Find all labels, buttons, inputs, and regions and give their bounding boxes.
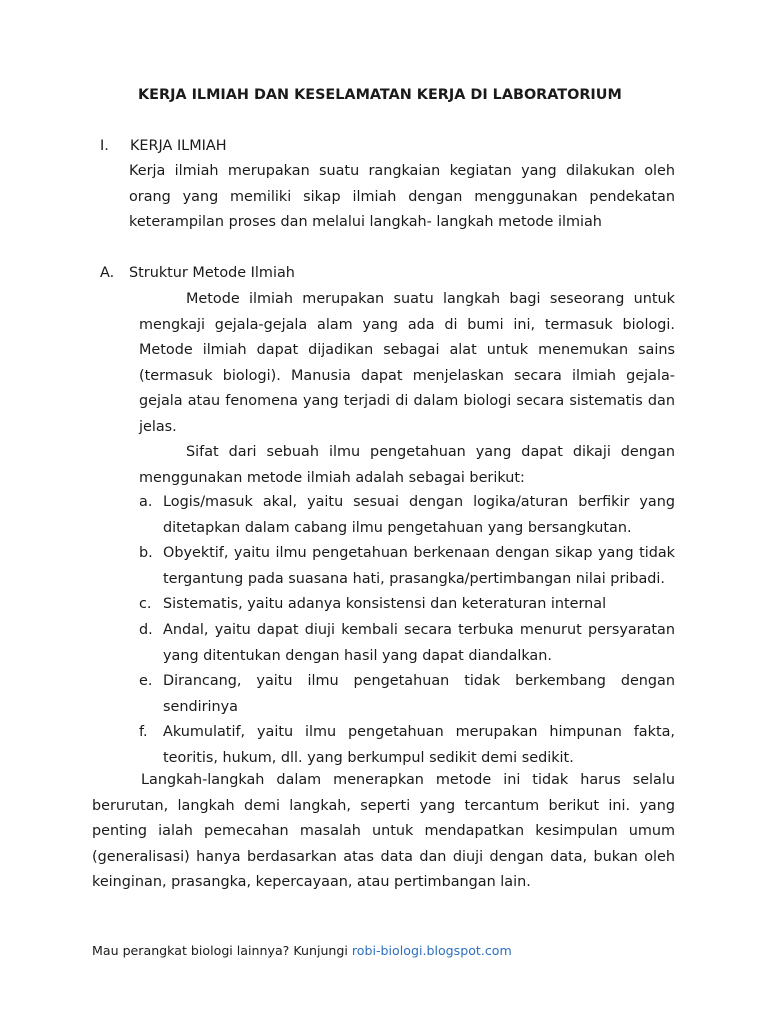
list-item-text: Obyektif, yaitu ilmu pengetahuan berkenaan dengan sikap yang tidak tergantung pada suasana hati, prasangka/pertimbangan nilai pribadi. xyxy=(163,545,675,587)
footer-text: Mau perangkat biologi lainnya? Kunjungi xyxy=(92,943,352,958)
section-a-number: A. xyxy=(100,265,115,281)
list-item xyxy=(139,720,675,771)
paragraph-sifat-ilmu: Sifat dari sebuah ilmu pengetahuan yang dapat dikaji dengan menggunakan metode ilmiah adalah sebagai berikut: xyxy=(139,444,675,486)
list-item xyxy=(139,541,675,592)
list-item-text: Sistematis, yaitu adanya konsistensi dan keteraturan internal xyxy=(163,596,607,613)
list-item xyxy=(139,669,675,720)
section-1-body: Kerja ilmiah merupakan suatu rangkaian kegiatan yang dilakukan oleh orang yang memiliki sikap ilmiah dengan menggunakan pendekatan keterampilan proses dan melalui langkah- langkah metode ilmiah xyxy=(129,163,675,231)
list-marker: f. xyxy=(139,724,148,741)
paragraph-metode-ilmiah: Metode ilmiah merupakan suatu langkah bagi seseorang untuk mengkaji gejala-gejala alam yang ada di bumi ini, termasuk biologi. Metode ilmiah dapat dijadikan sebagai alat untuk menemukan sains (termasuk biologi). Manusia dapat menjelaskan secara ilmiah gejala-gejala atau fenomena yang terjadi di dalam biologi secara sistematis dan jelas. xyxy=(139,291,675,435)
footer-link[interactable]: robi-biologi.blogspot.com xyxy=(351,943,512,958)
section-1-number: I. xyxy=(100,138,109,154)
list-item-text: Andal, yaitu dapat diuji kembali secara terbuka menurut persyaratan yang ditentukan dengan hasil yang dapat diandalkan. xyxy=(163,621,675,664)
list-marker: a. xyxy=(139,494,153,510)
section-a-heading: Struktur Metode Ilmiah xyxy=(129,265,295,281)
document-title: KERJA ILMIAH DAN KESELAMATAN KERJA DI LABORATORIUM xyxy=(138,87,622,103)
footer xyxy=(92,938,512,964)
list-item-text: Logis/masuk akal, yaitu sesuai dengan logika/aturan berfikir yang ditetapkan dalam cabang ilmu pengetahuan yang bersangkutan. xyxy=(163,494,675,536)
properties-list xyxy=(139,490,675,772)
list-marker: e. xyxy=(139,673,153,690)
list-item xyxy=(139,490,675,541)
list-marker: b. xyxy=(139,545,153,562)
section-1-heading: KERJA ILMIAH xyxy=(130,138,227,154)
list-item xyxy=(139,592,675,618)
list-marker: c. xyxy=(139,596,152,613)
list-marker: d. xyxy=(139,621,153,638)
paragraph-langkah-langkah: Langkah-langkah dalam menerapkan metode ini tidak harus selalu berurutan, langkah demi langkah, seperti yang tercantum berikut ini. yang penting ialah pemecahan masalah untuk mendapatkan kesimpulan umum (generalisasi) hanya berdasarkan atas data dan diuji dengan data, bukan oleh keinginan, prasangka, kepercayaan, atau pertimbangan lain. xyxy=(92,772,675,891)
list-item xyxy=(139,618,675,669)
list-item-text: Dirancang, yaitu ilmu pengetahuan tidak berkembang dengan sendirinya xyxy=(163,673,675,715)
list-item-text: Akumulatif, yaitu ilmu pengetahuan merupakan himpunan fakta, teoritis, hukum, dll. yang berkumpul sedikit demi sedikit. xyxy=(163,724,675,766)
